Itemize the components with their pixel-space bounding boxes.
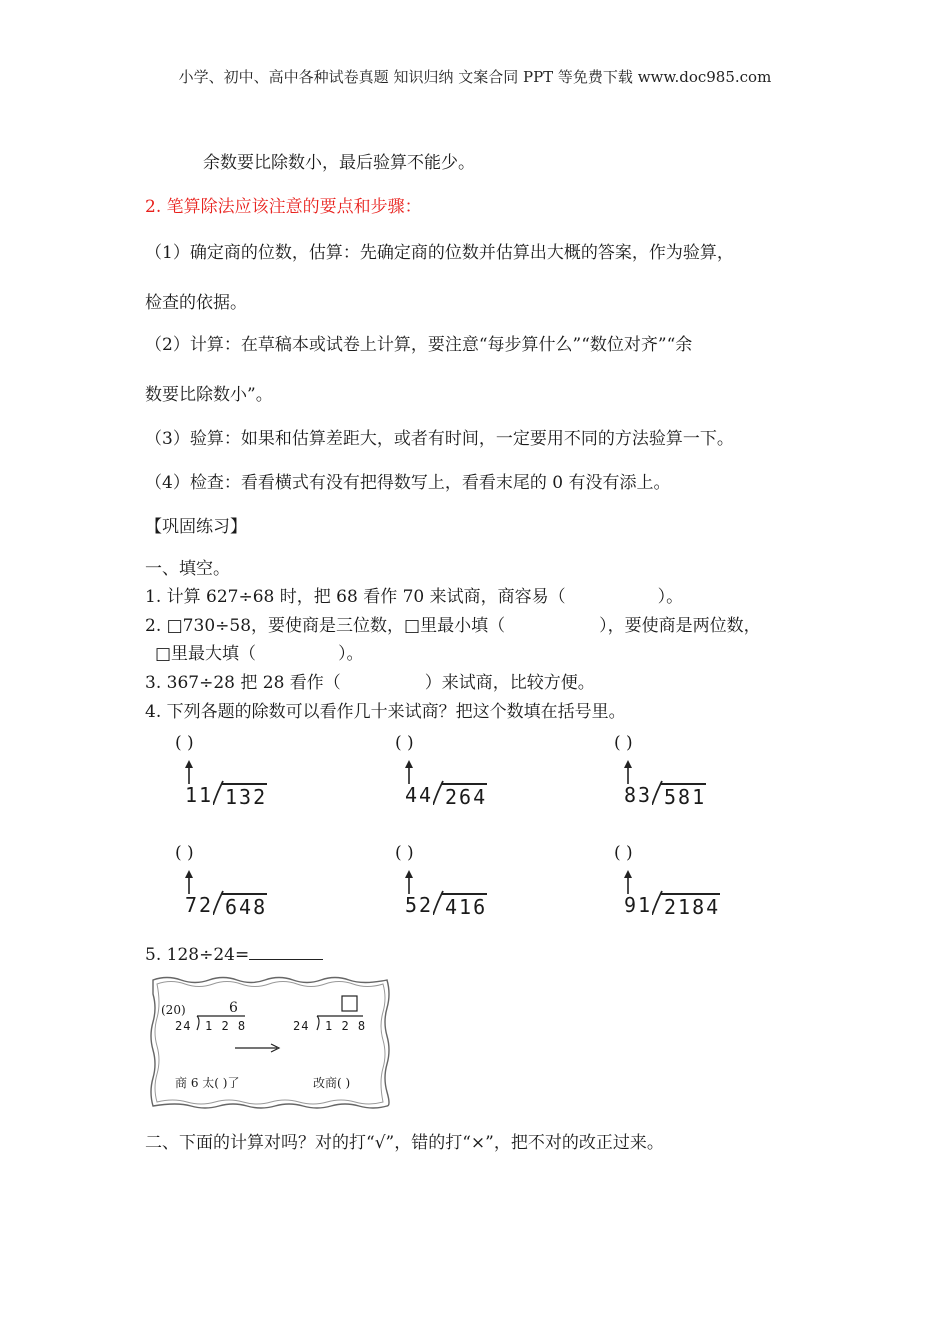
wavy-border	[147, 972, 393, 1112]
up-arrow-icon	[403, 758, 415, 786]
box-dividend-right: 1 2 8	[325, 1019, 367, 1033]
division-figure	[614, 733, 734, 813]
question-2	[145, 611, 761, 636]
trial-quotient-figure	[147, 972, 393, 1112]
answer-parentheses[interactable]: ( )	[614, 733, 633, 753]
up-arrow-icon	[622, 868, 634, 896]
answer-parentheses[interactable]: ( )	[175, 733, 194, 753]
q3-text-a: 3. 367÷28 把 28 看作（	[145, 673, 341, 693]
answer-parentheses[interactable]: ( )	[175, 843, 194, 863]
up-arrow-icon	[183, 868, 195, 896]
step1-line-b: 检查的依据。	[145, 293, 247, 313]
practice-title: 【巩固练习】	[145, 517, 247, 537]
caption-too-big: 商 6 太( )了	[175, 1076, 240, 1090]
quotient-digit: 6	[229, 1000, 238, 1016]
up-arrow-icon	[622, 758, 634, 786]
q2-text-a: 2. □730÷58，要使商是三位数，□里最小填（	[145, 616, 506, 636]
caption-change-quotient: 改商( )	[313, 1076, 351, 1090]
box-dividend-left: 1 2 8	[205, 1019, 247, 1033]
dividend: 416	[441, 893, 487, 919]
q2-text-c: □里最大填（	[155, 644, 257, 664]
q1-text-a: 1. 计算 627÷68 时，把 68 看作 70 来试商，商容易（	[145, 587, 566, 607]
division-figure	[175, 843, 295, 923]
division-figure	[614, 843, 734, 923]
dividend: 132	[221, 783, 267, 809]
q2-text-b: ），要使商是两位数，	[599, 616, 761, 636]
box-divisor-right: 24	[293, 1019, 310, 1033]
division-figure	[395, 843, 515, 923]
up-arrow-icon	[183, 758, 195, 786]
q5-text: 5. 128÷24=	[145, 945, 250, 965]
dividend: 581	[660, 783, 706, 809]
q5-answer-blank[interactable]	[249, 943, 323, 960]
up-arrow-icon	[403, 868, 415, 896]
question-2-cont	[155, 639, 364, 664]
divisor: 52	[405, 893, 434, 917]
q1-text-b: ）。	[657, 587, 684, 607]
division-figure	[395, 733, 515, 813]
q2-text-d: ）。	[338, 644, 364, 664]
part2-title: 二、下面的计算对吗？对的打“√”，错的打“×”，把不对的改正过来。	[145, 1133, 664, 1153]
step2-line-a: （2）计算：在草稿本或试卷上计算，要注意“每步算什么”“数位对齐”“余	[145, 335, 693, 355]
dividend: 648	[221, 893, 267, 919]
divisor: 83	[624, 783, 653, 807]
dividend: 2184	[660, 893, 720, 919]
division-figure	[175, 733, 295, 813]
part1-title: 一、填空。	[145, 559, 230, 579]
question-5	[145, 943, 323, 965]
answer-parentheses[interactable]: ( )	[614, 843, 633, 863]
page-header: 小学、初中、高中各种试卷真题 知识归纳 文案合同 PPT 等免费下载 www.doc985.com	[178, 68, 772, 86]
step1-line-a: （1）确定商的位数，估算：先确定商的位数并估算出大概的答案，作为验算，	[145, 243, 734, 263]
divisor: 44	[405, 783, 434, 807]
divisor: 91	[624, 893, 653, 917]
answer-parentheses[interactable]: ( )	[395, 843, 414, 863]
step3-line: （3）验算：如果和估算差距大，或者有时间，一定要用不同的方法验算一下。	[145, 429, 734, 449]
q3-text-b: ）来试商，比较方便。	[424, 673, 595, 693]
step4-line: （4）检查：看看横式有没有把得数写上，看看末尾的 0 有没有添上。	[145, 473, 671, 493]
divisor: 11	[185, 783, 214, 807]
divisor: 72	[185, 893, 214, 917]
trial-label: (20)	[161, 1003, 186, 1017]
section2-title: 2. 笔算除法应该注意的要点和步骤：	[145, 197, 422, 217]
answer-parentheses[interactable]: ( )	[395, 733, 414, 753]
question-4: 4. 下列各题的除数可以看作几十来试商？把这个数填在括号里。	[145, 702, 626, 722]
intro-line: 余数要比除数小，最后验算不能少。	[203, 153, 475, 173]
step2-line-b: 数要比除数小”。	[145, 385, 273, 405]
dividend: 264	[441, 783, 487, 809]
question-3	[145, 668, 595, 693]
question-1	[145, 582, 683, 607]
box-divisor-left: 24	[175, 1019, 192, 1033]
